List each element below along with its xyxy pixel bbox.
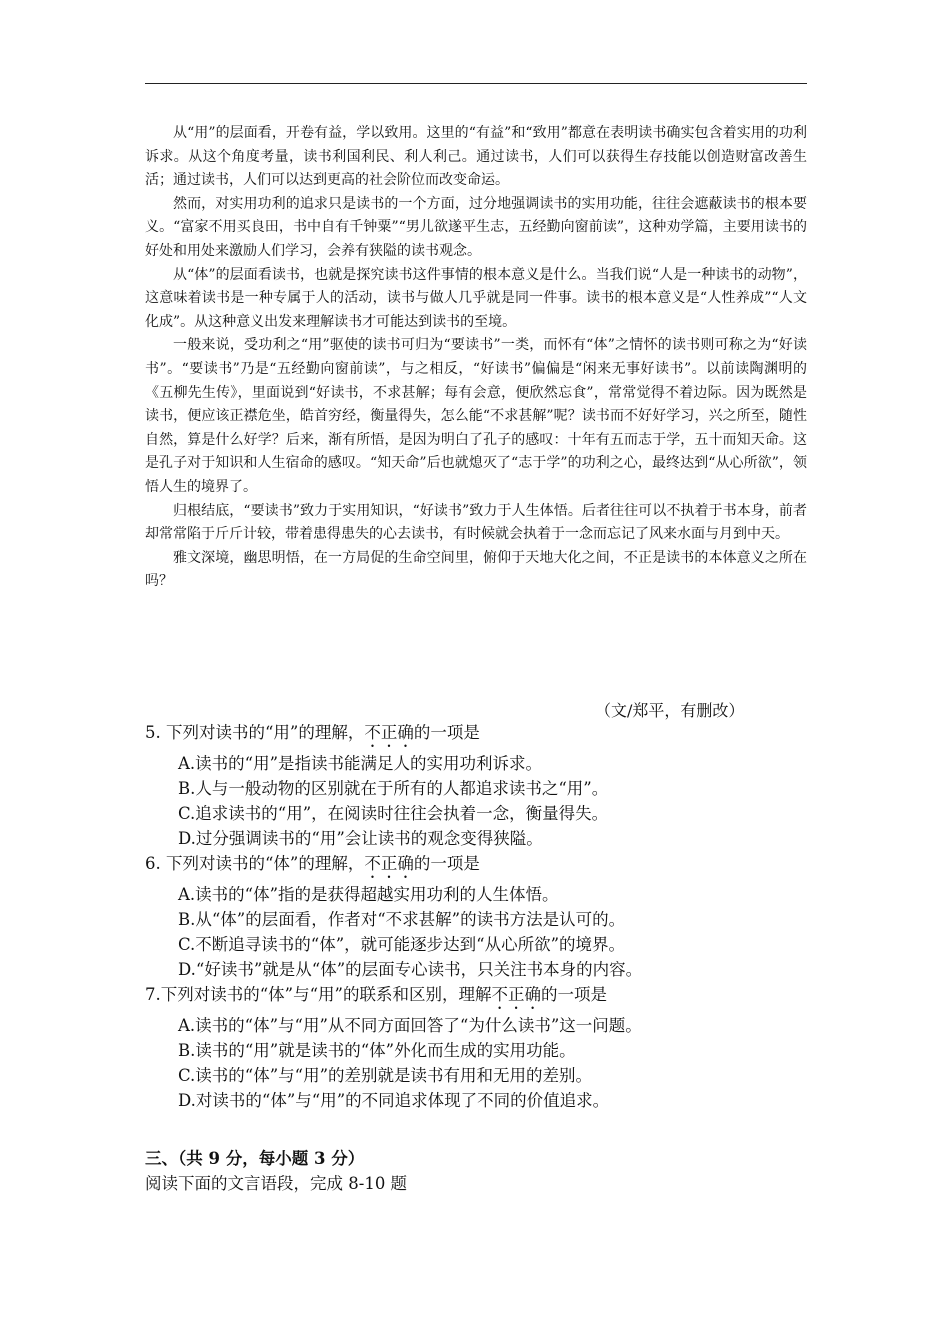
article-paragraph: 然而，对实用功利的追求只是读书的一个方面，过分地强调读书的实用功能，往往会遮蔽读书的根本要义。“富家不用买良田，书中自有千钟粟”“男儿欲遂平生志，五经勤向窗前读”，这种劝学篇，主要用读书的好处和用处来激励人们学习，会养有狭隘的读书观念。 bbox=[145, 195, 807, 259]
option-a: A.读书的“体”指的是获得超越实用功利的人生体悟。 bbox=[178, 885, 559, 904]
option-d: D.对读书的“体”与“用”的不同追求体现了不同的价值追求。 bbox=[178, 1091, 610, 1110]
article-source: （文/郑平，有删改） bbox=[595, 701, 745, 720]
question-list bbox=[145, 720, 807, 1113]
option-b: B.从“体”的层面看，作者对“不求甚解”的读书方法是认可的。 bbox=[178, 910, 626, 929]
emphasis-text: 不正确 bbox=[491, 985, 541, 1004]
option-a: A.读书的“用”是指读书能满足人的实用功利诉求。 bbox=[178, 754, 543, 773]
question-stem: 7.下列对读书的“体”与“用”的联系和区别，理解不正确的一项是 bbox=[145, 985, 607, 1004]
reading-article bbox=[145, 122, 807, 594]
emphasis-text: 不正确 bbox=[364, 723, 414, 742]
emphasis-text: 不正确 bbox=[364, 854, 414, 873]
question-7 bbox=[145, 982, 807, 1113]
article-paragraph: 从“用”的层面看，开卷有益，学以致用。这里的“有益”和“致用”都意在表明读书确实包含着实用的功利诉求。从这个角度考量，读书利国利民、利人利己。通过读书，人们可以获得生存技能以创造财富改善生活；通过读书，人们可以达到更高的社会阶位而改变命运。 bbox=[145, 125, 807, 189]
option-b: B.读书的“用”就是读书的“体”外化而生成的实用功能。 bbox=[178, 1041, 576, 1060]
section-instruction: 阅读下面的文言语段，完成 8-10 题 bbox=[145, 1174, 408, 1193]
option-c: C.不断追寻读书的“体”，就可能逐步达到“从心所欲”的境界。 bbox=[178, 935, 626, 954]
question-5 bbox=[145, 720, 807, 851]
option-a: A.读书的“体”与“用”从不同方面回答了“为什么读书”这一问题。 bbox=[178, 1016, 642, 1035]
section-three bbox=[145, 1146, 807, 1196]
article-paragraph: 从“体”的层面看读书，也就是探究读书这件事情的根本意义是什么。当我们说“人是一种读书的动物”，这意味着读书是一种专属于人的活动，读书与做人几乎就是同一件事。读书的根本意义是“人性养成”“人文化成”。从这种意义出发来理解读书才可能达到读书的至境。 bbox=[145, 266, 807, 330]
header-rule bbox=[145, 83, 807, 84]
article-paragraph: 雅文深境，幽思明悟，在一方局促的生命空间里，俯仰于天地大化之间，不正是读书的本体意义之所在吗？ bbox=[145, 549, 807, 590]
question-stem: 5. 下列对读书的“用”的理解，不正确的一项是 bbox=[145, 723, 480, 742]
option-b: B.人与一般动物的区别就在于所有的人都追求读书之“用”。 bbox=[178, 779, 609, 798]
question-6 bbox=[145, 851, 807, 982]
section-title: 三、（共 9 分，每小题 3 分） bbox=[145, 1149, 365, 1168]
option-d: D.“好读书”就是从“体”的层面专心读书，只关注书本身的内容。 bbox=[178, 960, 643, 979]
option-c: C.读书的“体”与“用”的差别就是读书有用和无用的差别。 bbox=[178, 1066, 593, 1085]
article-paragraph: 一般来说，受功利之“用”驱使的读书可归为“要读书”一类，而怀有“体”之情怀的读书则可称之为“好读书”。“要读书”乃是“五经勤向窗前读”，与之相反，“好读书”偏偏是“闲来无事好读书”。以前读陶渊明的《五柳先生传》，里面说到“好读书，不求甚解；每有会意，便欣然忘食”，常常觉得不着边际。因为既然是读书，便应该正襟危坐，皓首穷经，衡量得失，怎么能“不求甚解”呢？读书而不好好学习，兴之所至，随性自然，算是什么好学？后来，渐有所悟，是因为明白了孔子的感叹：十年有五而志于学，五十而知天命。这是孔子对于知识和人生宿命的感叹。“知天命”后也就熄灭了“志于学”的功利之心，最终达到“从心所欲”，领悟人生的境界了。 bbox=[145, 337, 807, 495]
question-stem: 6. 下列对读书的“体”的理解，不正确的一项是 bbox=[145, 854, 480, 873]
option-d: D.过分强调读书的“用”会让读书的观念变得狭隘。 bbox=[178, 829, 543, 848]
option-c: C.追求读书的“用”，在阅读时往往会执着一念，衡量得失。 bbox=[178, 804, 609, 823]
article-paragraph: 归根结底，“要读书”致力于实用知识，“好读书”致力于人生体悟。后者往往可以不执着于书本身，前者却常常陷于斤斤计较，带着患得患失的心去读书，有时候就会执着于一念而忘记了风来水面与月到中天。 bbox=[145, 502, 807, 543]
